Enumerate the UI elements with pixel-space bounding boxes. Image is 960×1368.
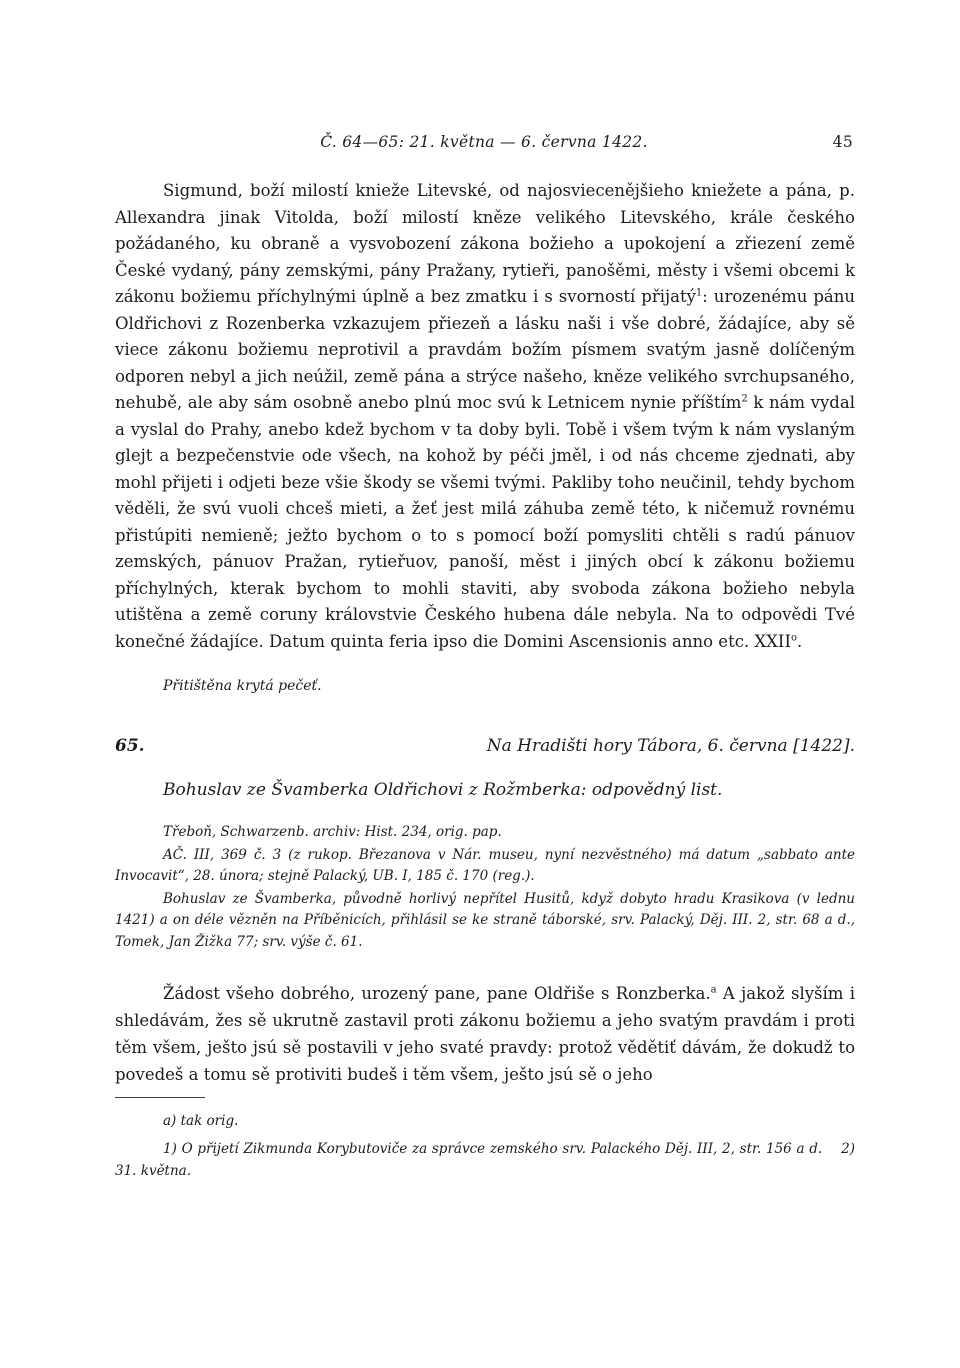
- footnotes: [115, 1110, 855, 1188]
- footnote-1: 1) O přijetí Zikmunda Korybutoviče za správce zemského srv. Palackého Děj. III, 2, str. 156 a d.: [163, 1141, 823, 1157]
- footnote-ref-1: 1: [695, 287, 703, 299]
- document-regest: Bohuslav ze Švamberka Oldřichovi z Rožmberka: odpovědný list.: [163, 780, 723, 800]
- page-number: 45: [832, 133, 853, 151]
- document-64-text: [115, 178, 855, 655]
- year-superscript: o: [790, 632, 797, 643]
- source-note-commentary: Bohuslav ze Švamberka, původně horlivý nepřítel Husitů, když dobyto hradu Krasikova (v lednu 1421) a on déle vězněn na Příběnicích, přihlásil se ke straně táborské, srv. Palacký, Děj. III. 2, str. 68 a d., Tomek, Jan Žižka 77; srv. výše č. 61.: [115, 890, 855, 950]
- doc65-text-part-2: A jakož slyším i shledávám, žes sě ukrutně zastavil proti zákonu božiemu a jeho svatým pravdám i proti těm všem, ješto jsú sě postavili v jeho svaté pravdy: protož vědětiť dávám, že dokudž to povedeš a tomu sě protiviti budeš i těm všem, ješto jsú sě o jeho: [115, 984, 855, 1084]
- doc64-text-part-3: k nám vydal a vyslal do Prahy, anebo kdež bychom v ta doby byli. Tobě i všem tvým k nám vyslaným glejt a bezpečenstvie ode všech, na kohož by péči jměl, i od nás chceme zjednati, aby mohl přijeti i odjeti beze všie škody se všemi tvými. Pakliby toho neučinil, tehdy bychom věděli, že svú vuoli chceš mieti, a žeť jest milá záhuba země této, k ničemuž rovnému přistúpiti nemieně; ježto bychom o to s pomocí boží pomysliti chtěli s radú pánuov zemských, pánuov Pražan, rytieřuov, panoší, měst i jiných obcí k zákonu božiemu příchylných, kterak bychom to mohli staviti, aby svoboda zákona božieho nebyla utištěna a země coruny královstvie Českého hubena dále nebyla. Na to odpovědi Tvé konečné žádajíce. Datum quinta feria ipso die Domini Ascensionis anno etc. XXII: [115, 393, 855, 651]
- document-65-header: [115, 736, 855, 760]
- doc64-text-part-1: Sigmund, boží milostí knieže Litevské, od najosviecenějšieho kniežete a pána, p. Allexandra jinak Vitolda, boží milostí kněze velikého Litevského, krále českého požádaného, ku obraně a vysvobození zákona božieho a upokojení a zřiezení země České vydaný, pány zemskými, pány Pražany, rytieři, panošěmi, městy i všemi obcemi k zákonu božiemu příchylnými úplně a bez zmatku i s svorností přijatý: [115, 181, 855, 306]
- footnote-a: a) tak orig.: [163, 1113, 239, 1129]
- document-place-date: Na Hradišti hory Tábora, 6. června [1422].: [486, 736, 855, 756]
- running-head-title: Č. 64—65: 21. května — 6. června 1422.: [320, 133, 648, 151]
- footnote-ref-2: 2: [741, 393, 748, 405]
- footnote-ref-a: a: [710, 984, 717, 996]
- footnote-divider: [115, 1097, 205, 1098]
- footnote-2: 2) 31. května.: [115, 1141, 855, 1179]
- document-number: 65.: [115, 736, 145, 756]
- source-note-archive: Třeboň, Schwarzenb. archiv: Hist. 234, orig. pap.: [163, 824, 502, 840]
- source-note-edition: AČ. III, 369 č. 3 (z rukop. Březanova v Nár. museu, nyní nezvěstného) má datum „sabbato ante Invocavit“, 28. února; stejně Palacký, UB. I, 185 č. 170 (reg.).: [115, 846, 855, 884]
- seal-note: Přitištěna krytá pečeť.: [163, 678, 322, 694]
- doc65-text-part-1: Žádost všeho dobrého, urozený pane, pane Oldřiše s Ronzberka.: [163, 984, 711, 1003]
- doc64-text-end: .: [797, 631, 803, 651]
- document-65-text: [115, 980, 855, 1088]
- doc64-text-part-2: : urozenému pánu Oldřichovi z Rozenberka vzkazujem přiezeň a lásku naši i vše dobré, žádajíce, aby sě viece zákonu božiemu neprotivil a pravdám božím písmem svatým jasně dolíčeným odporen nebyl a jich neúžil, země pána a strýce našeho, kněze velikého svrchupsaného, nehubě, ale aby sám osobně anebo plnú moc svú k Letnicem nynie příštím: [115, 287, 855, 412]
- footnote-1-and-2: [115, 1138, 855, 1182]
- source-notes: [115, 822, 855, 954]
